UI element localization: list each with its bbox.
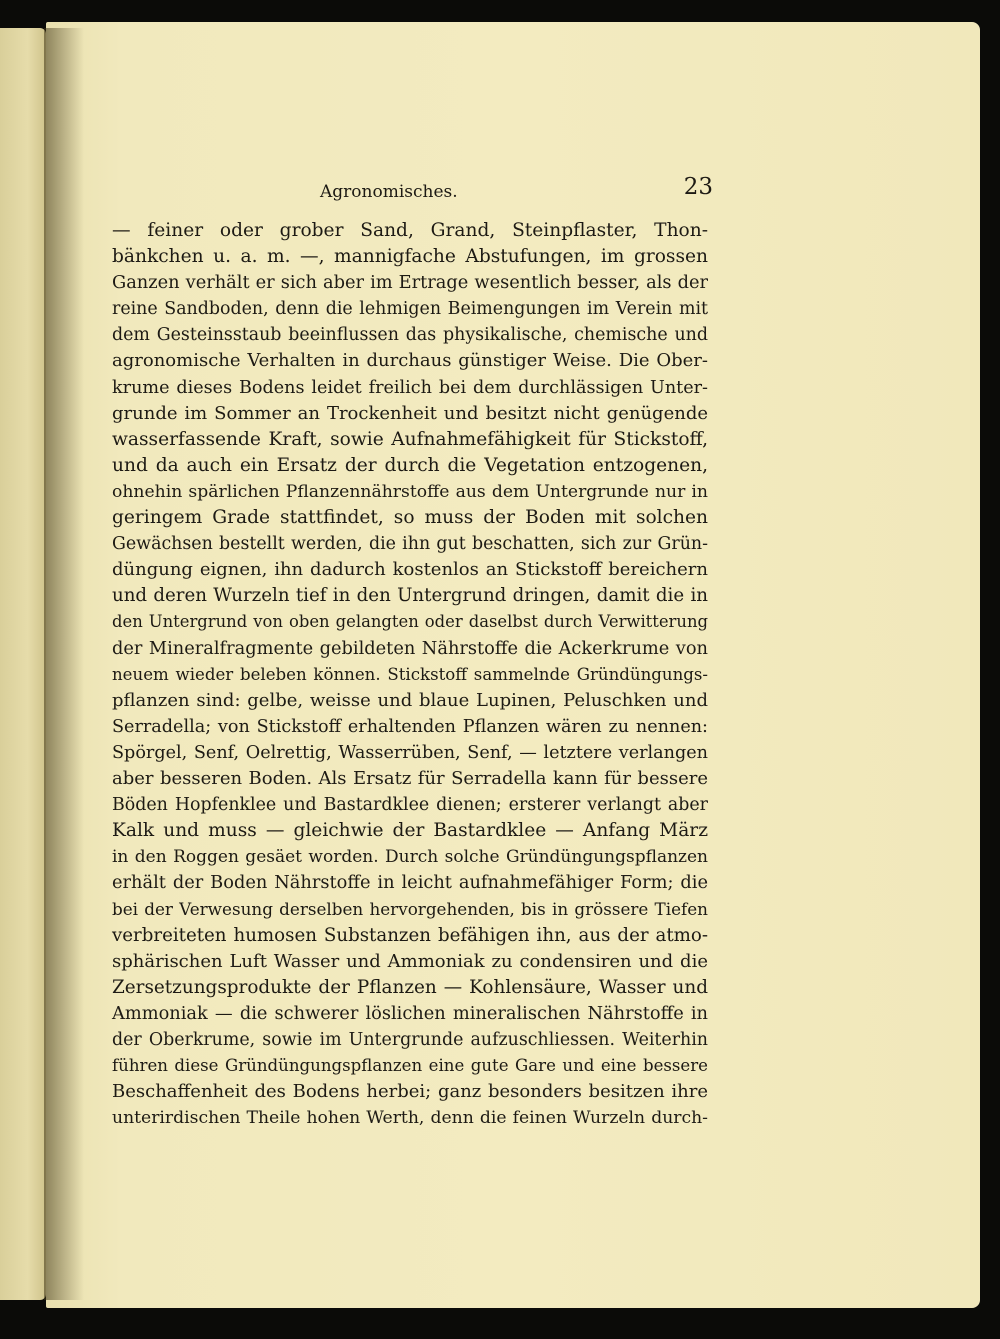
text-line: neuem wieder beleben können. Stickstoff sammelnde Gründüngungs- [112,664,708,684]
text-line: Ammoniak — die schwerer löslichen mineralischen Nährstoffe in [112,1002,708,1024]
text-line: den Untergrund von oben gelangten oder daselbst durch Verwitterung [112,612,708,632]
text-line: erhält der Boden Nährstoffe in leicht aufnahmefähiger Form; die [112,872,708,894]
text-line: Beschaffenheit des Bodens herbei; ganz besonders besitzen ihre [112,1081,708,1103]
text-line: — feiner oder grober Sand, Grand, Steinpflaster, Thon- [112,220,708,241]
text-line: reine Sandboden, denn die lehmigen Beimengungen im Verein mit [112,299,708,320]
text-line: führen diese Gründüngungspflanzen eine gute Gare und eine bessere [112,1056,708,1075]
text-line: Zersetzungsprodukte der Pflanzen — Kohlensäure, Wasser und [112,976,708,998]
text-line: unterirdischen Theile hohen Werth, denn die feinen Wurzeln durch- [112,1108,708,1129]
text-line: Spörgel, Senf, Oelrettig, Wasserrüben, Senf, — letztere verlangen [112,742,708,763]
text-line: in den Roggen gesäet worden. Durch solche Gründüngungspflanzen [112,847,708,868]
text-line: sphärischen Luft Wasser und Ammoniak zu condensiren und die [112,950,708,972]
text-line: verbreiteten humosen Substanzen befähigen ihn, aus der atmo- [112,924,708,946]
text-line: dem Gesteinsstaub beeinflussen das physikalische, chemische und [112,325,708,346]
text-line: Ganzen verhält er sich aber im Ertrage wesentlich besser, als der [112,272,708,294]
text-line: bänkchen u. a. m. —, mannigfache Abstufungen, im grossen [112,246,708,268]
running-header [110,166,713,206]
text-line: pflanzen sind: gelbe, weisse und blaue Lupinen, Peluschken und [112,689,708,711]
text-line: Böden Hopfenklee und Bastardklee dienen; ersterer verlangt aber [112,795,708,816]
text-line: Kalk und muss — gleichwie der Bastardklee — Anfang März [112,820,708,842]
text-line: agronomische Verhalten in durchaus günstiger Weise. Die Ober- [112,350,708,372]
text-line: der Oberkrume, sowie im Untergrunde aufzuschliessen. Weiterhin [112,1029,708,1050]
text-line: geringem Grade stattfindet, so muss der Boden mit solchen [112,507,708,529]
text-line: düngung eignen, ihn dadurch kostenlos an Stickstoff bereichern [112,559,708,581]
text-line: ohnehin spärlichen Pflanzennährstoffe aus dem Untergrunde nur in [112,481,708,502]
text-line: Serradella; von Stickstoff erhaltenden Pflanzen wären zu nennen: [112,716,708,737]
body-text [112,218,708,1131]
text-line: bei der Verwesung derselben hervorgehenden, bis in grössere Tiefen [112,899,708,920]
text-line: und deren Wurzeln tief in den Untergrund dringen, damit die in [112,585,708,607]
running-title: Agronomisches. [320,182,458,202]
text-line: grunde im Sommer an Trockenheit und besitzt nicht genügende [112,402,708,424]
text-line: aber besseren Boden. Als Ersatz für Serradella kann für bessere [112,767,708,789]
text-line: krume dieses Bodens leidet freilich bei dem durchlässigen Unter- [112,377,708,398]
text-line: Gewächsen bestellt werden, die ihn gut beschatten, sich zur Grün- [112,534,708,555]
facing-page-edge [0,28,46,1300]
text-line: wasserfassende Kraft, sowie Aufnahmefähigkeit für Stickstoff, [112,428,708,450]
text-line: und da auch ein Ersatz der durch die Vegetation entzogenen, [112,454,708,476]
page-number: 23 [683,174,713,200]
text-line: der Mineralfragmente gebildeten Nährstoffe die Ackerkrume von [112,637,708,659]
gutter-shadow [44,28,84,1300]
